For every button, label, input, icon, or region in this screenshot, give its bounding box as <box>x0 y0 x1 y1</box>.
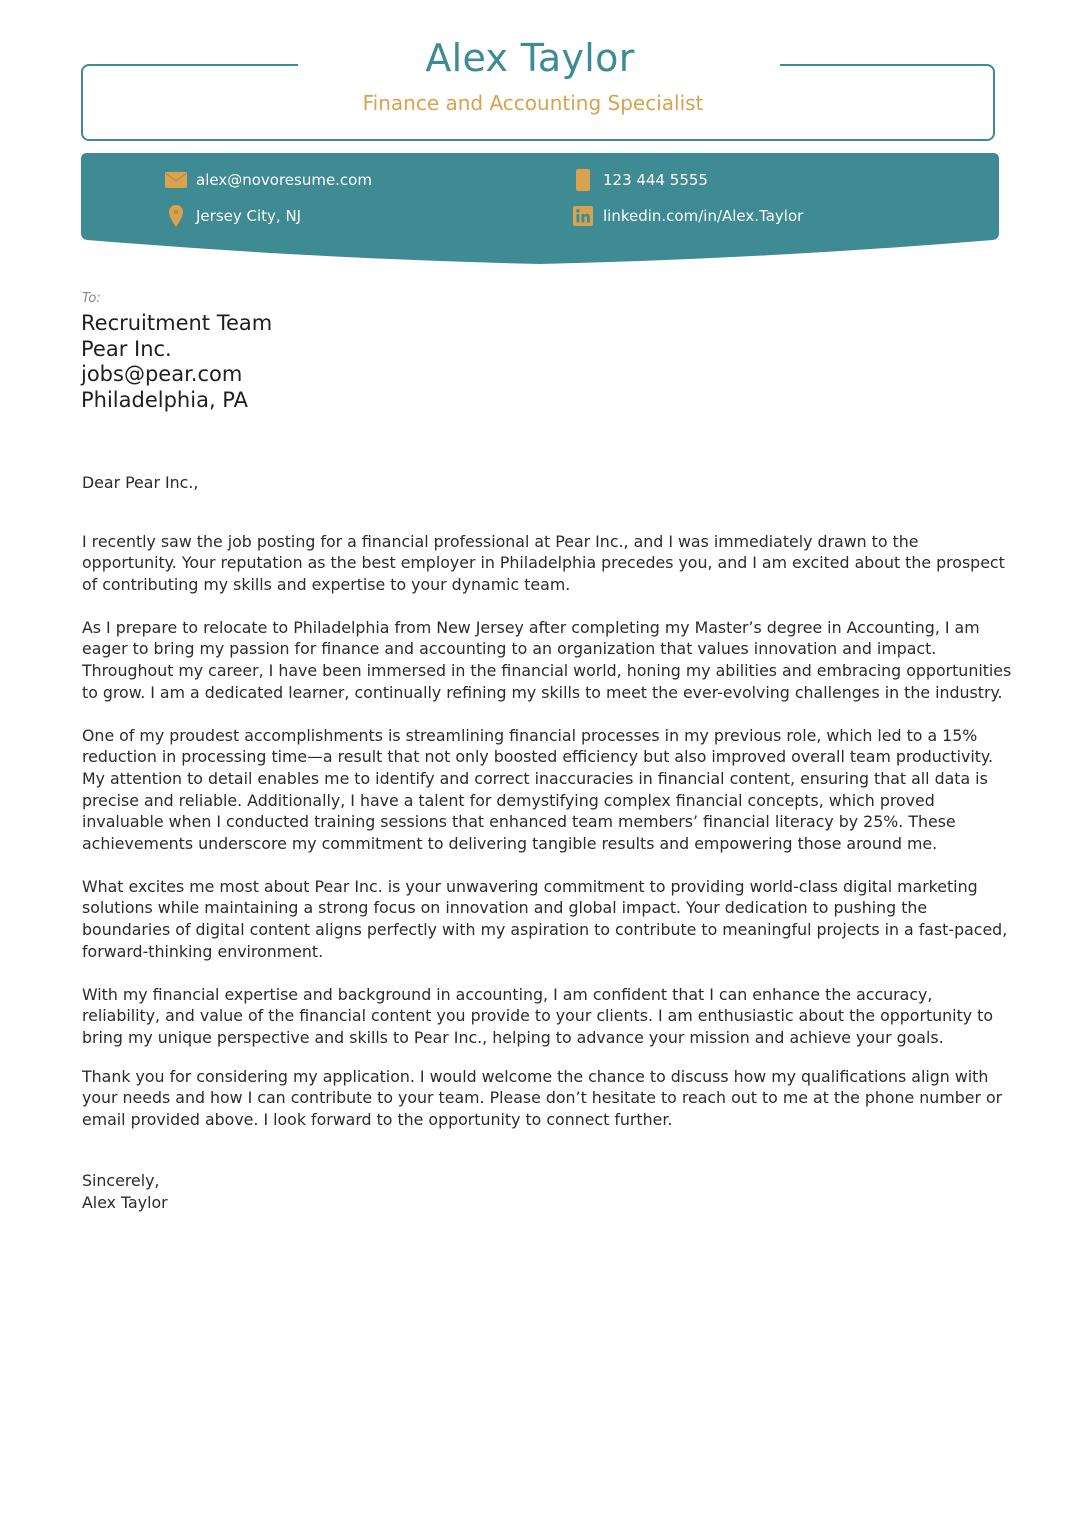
signature-name: Alex Taylor <box>82 1192 168 1212</box>
linkedin-text: linkedin.com/in/Alex.Taylor <box>603 207 804 225</box>
letter-paragraph: As I prepare to relocate to Philadelphia from New Jersey after completing my Master’s degree in Accounting, I am eager to bring my passion for finance and accounting to an organization that values innovation and impact. Throughout my career, I have been immersed in the financial world, honing my abilities and embracing opportunities to grow. I am a dedicated learner, continually refining my skills to meet the ever-evolving challenges in the industry. <box>82 617 1012 702</box>
letter-paragraph: I recently saw the job posting for a financial professional at Pear Inc., and I was immediately drawn to the opportunity. Your reputation as the best employer in Philadelphia precedes you, and I am excited about the prospect of contributing my skills and expertise to your dynamic team. <box>82 531 1005 594</box>
email-text: alex@novoresume.com <box>196 171 372 189</box>
phone-text: 123 444 5555 <box>603 171 708 189</box>
applicant-title: Finance and Accounting Specialist <box>362 91 704 115</box>
salutation: Dear Pear Inc., <box>82 473 199 492</box>
contact-phone[interactable] <box>571 169 708 191</box>
letter-paragraph: With my financial expertise and background in accounting, I am confident that I can enhance the accuracy, reliability, and value of the financial content you provide to your clients. I am enthusiastic about the opportunity to bring my unique perspective and skills to Pear Inc., helping to advance your mission and achieve your goals. <box>82 984 993 1047</box>
applicant-name: Alex Taylor <box>425 36 635 80</box>
recipient-team: Recruitment Team <box>81 311 273 335</box>
letter-paragraph: Thank you for considering my application. I would welcome the chance to discuss how my qualifications align with your needs and how I can contribute to your team. Please don’t hesitate to reach out to me at the phone number or email provided above. I look forward to the opportunity to connect further. <box>82 1066 1003 1129</box>
location-text: Jersey City, NJ <box>196 207 302 225</box>
recipient-location: Philadelphia, PA <box>81 387 248 412</box>
phone-icon <box>571 169 595 191</box>
letter-paragraph: One of my proudest accomplishments is streamlining financial processes in my previous role, which led to a 15% reduction in processing time—a result that not only boosted efficiency but also improved overall team productivity. My attention to detail enables me to identify and correct inaccuracies in financial content, ensuring that all data is precise and reliable. Additionally, I have a talent for demystifying complex financial concepts, which proved invaluable when I conducted training sessions that enhanced team members’ financial literacy by 25%. These achievements underscore my commitment to delivering tangible results and empowering those around me. <box>82 725 994 853</box>
closing-block <box>82 1170 168 1213</box>
contact-linkedin[interactable] <box>571 205 803 227</box>
recipient-block <box>81 311 272 413</box>
letter-paragraph: What excites me most about Pear Inc. is your unwavering commitment to providing world-class digital marketing solutions while maintaining a strong focus on innovation and global impact. Your dedication to pushing the boundaries of digital content aligns perfectly with my aspiration to contribute to meaningful projects in a fast-paced, forward-thinking environment. <box>82 876 1008 961</box>
linkedin-icon <box>571 205 595 227</box>
recipient-label: To: <box>82 291 101 306</box>
location-pin-icon <box>164 205 188 227</box>
closing-phrase: Sincerely, <box>82 1171 160 1190</box>
recipient-email: jobs@pear.com <box>81 362 243 386</box>
recipient-company: Pear Inc. <box>81 336 172 361</box>
contact-email[interactable] <box>164 169 372 191</box>
contact-location <box>164 205 301 227</box>
envelope-icon <box>164 169 188 191</box>
